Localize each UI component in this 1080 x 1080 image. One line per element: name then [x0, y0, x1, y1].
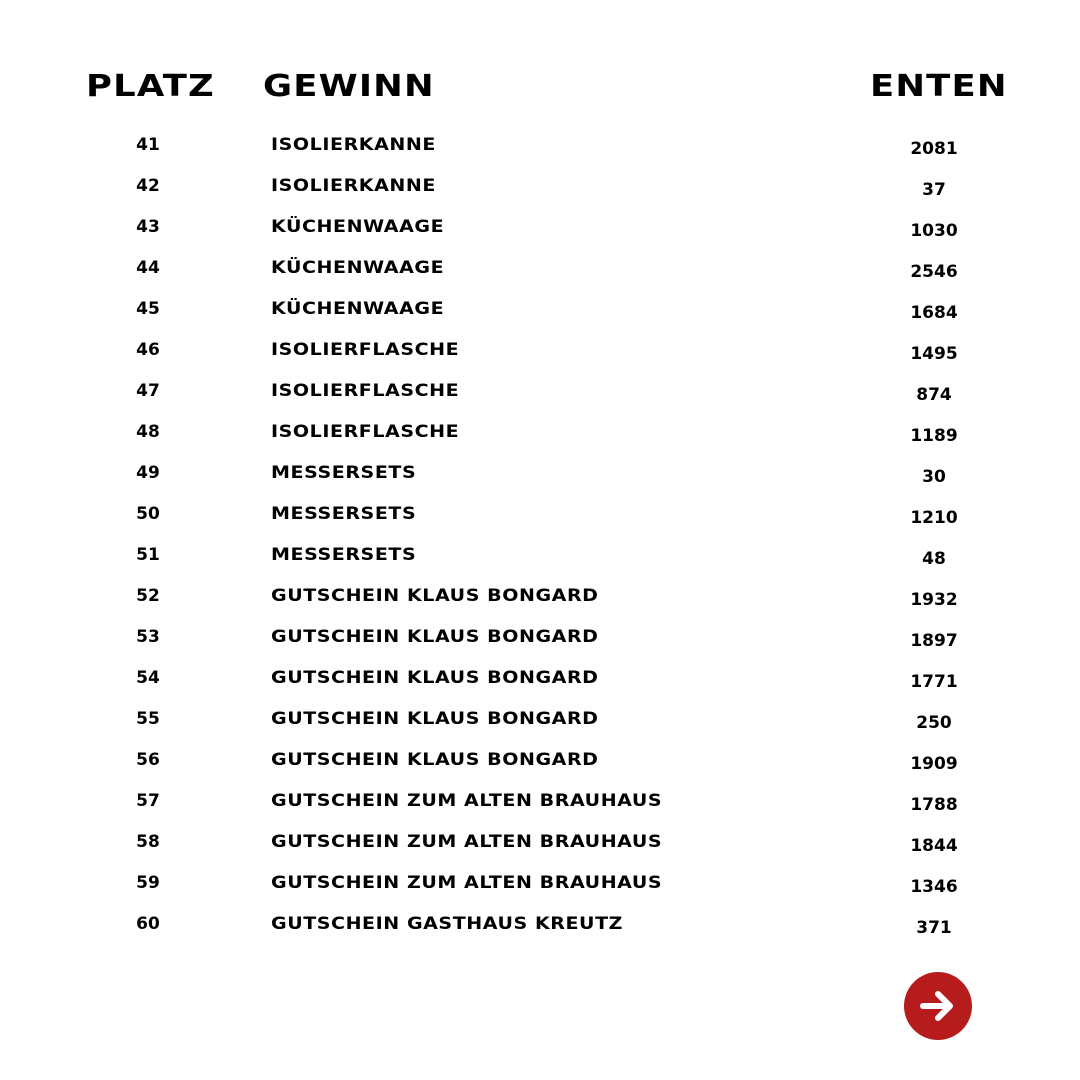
column-header-gewinn: GEWINN — [263, 69, 435, 104]
enten-cell: 1346 — [910, 877, 958, 897]
enten-cell: 874 — [916, 385, 952, 405]
platz-cell: 53 — [136, 627, 160, 647]
gewinn-cell: KÜCHENWAAGE — [271, 217, 445, 237]
platz-cell: 52 — [136, 586, 160, 606]
table-row — [0, 256, 1080, 297]
table-row — [0, 912, 1080, 953]
platz-cell: 44 — [136, 258, 160, 278]
table-row — [0, 379, 1080, 420]
platz-cell: 60 — [136, 914, 160, 934]
platz-cell: 41 — [136, 135, 160, 155]
platz-cell: 46 — [136, 340, 160, 360]
gewinn-cell: GUTSCHEIN ZUM ALTEN BRAUHAUS — [271, 873, 663, 893]
enten-cell: 2546 — [910, 262, 958, 282]
gewinn-cell: ISOLIERFLASCHE — [271, 422, 460, 442]
enten-cell: 1932 — [910, 590, 958, 610]
gewinn-cell: GUTSCHEIN ZUM ALTEN BRAUHAUS — [271, 791, 663, 811]
gewinn-cell: ISOLIERFLASCHE — [271, 381, 460, 401]
table-row — [0, 338, 1080, 379]
table-row — [0, 666, 1080, 707]
platz-cell: 48 — [136, 422, 160, 442]
enten-cell: 30 — [922, 467, 946, 487]
platz-cell: 51 — [136, 545, 160, 565]
table-row — [0, 502, 1080, 543]
gewinn-cell: MESSERSETS — [271, 545, 417, 565]
table-row — [0, 461, 1080, 502]
enten-cell: 371 — [916, 918, 952, 938]
enten-cell: 1788 — [910, 795, 958, 815]
gewinn-cell: ISOLIERFLASCHE — [271, 340, 460, 360]
gewinn-cell: ISOLIERKANNE — [271, 176, 436, 196]
enten-cell: 1897 — [910, 631, 958, 651]
table-row — [0, 748, 1080, 789]
enten-cell: 1495 — [910, 344, 958, 364]
platz-cell: 58 — [136, 832, 160, 852]
platz-cell: 42 — [136, 176, 160, 196]
platz-cell: 50 — [136, 504, 160, 524]
table-row — [0, 215, 1080, 256]
enten-cell: 1030 — [910, 221, 958, 241]
table-row — [0, 543, 1080, 584]
gewinn-cell: KÜCHENWAAGE — [271, 258, 445, 278]
platz-cell: 49 — [136, 463, 160, 483]
arrow-right-icon — [915, 983, 961, 1029]
enten-cell: 1771 — [910, 672, 958, 692]
enten-cell: 2081 — [910, 139, 958, 159]
gewinn-cell: MESSERSETS — [271, 504, 417, 524]
platz-cell: 45 — [136, 299, 160, 319]
enten-cell: 1210 — [910, 508, 958, 528]
platz-cell: 55 — [136, 709, 160, 729]
enten-cell: 1189 — [910, 426, 958, 446]
enten-cell: 37 — [922, 180, 946, 200]
gewinn-cell: GUTSCHEIN KLAUS BONGARD — [271, 750, 599, 770]
table-row — [0, 625, 1080, 666]
enten-cell: 48 — [922, 549, 946, 569]
enten-cell: 250 — [916, 713, 952, 733]
gewinn-cell: MESSERSETS — [271, 463, 417, 483]
results-table — [0, 133, 1080, 953]
enten-cell: 1684 — [910, 303, 958, 323]
gewinn-cell: ISOLIERKANNE — [271, 135, 436, 155]
next-page-button[interactable] — [904, 972, 972, 1040]
table-row — [0, 133, 1080, 174]
gewinn-cell: KÜCHENWAAGE — [271, 299, 445, 319]
table-row — [0, 297, 1080, 338]
table-row — [0, 789, 1080, 830]
gewinn-cell: GUTSCHEIN KLAUS BONGARD — [271, 668, 599, 688]
table-row — [0, 584, 1080, 625]
column-header-enten: ENTEN — [870, 69, 1008, 104]
gewinn-cell: GUTSCHEIN ZUM ALTEN BRAUHAUS — [271, 832, 663, 852]
platz-cell: 43 — [136, 217, 160, 237]
enten-cell: 1909 — [910, 754, 958, 774]
table-row — [0, 871, 1080, 912]
table-row — [0, 174, 1080, 215]
gewinn-cell: GUTSCHEIN KLAUS BONGARD — [271, 709, 599, 729]
gewinn-cell: GUTSCHEIN KLAUS BONGARD — [271, 627, 599, 647]
table-row — [0, 420, 1080, 461]
gewinn-cell: GUTSCHEIN KLAUS BONGARD — [271, 586, 599, 606]
platz-cell: 47 — [136, 381, 160, 401]
platz-cell: 59 — [136, 873, 160, 893]
column-header-platz: PLATZ — [86, 69, 215, 104]
platz-cell: 57 — [136, 791, 160, 811]
platz-cell: 56 — [136, 750, 160, 770]
table-row — [0, 707, 1080, 748]
platz-cell: 54 — [136, 668, 160, 688]
table-row — [0, 830, 1080, 871]
enten-cell: 1844 — [910, 836, 958, 856]
gewinn-cell: GUTSCHEIN GASTHAUS KREUTZ — [271, 914, 623, 934]
